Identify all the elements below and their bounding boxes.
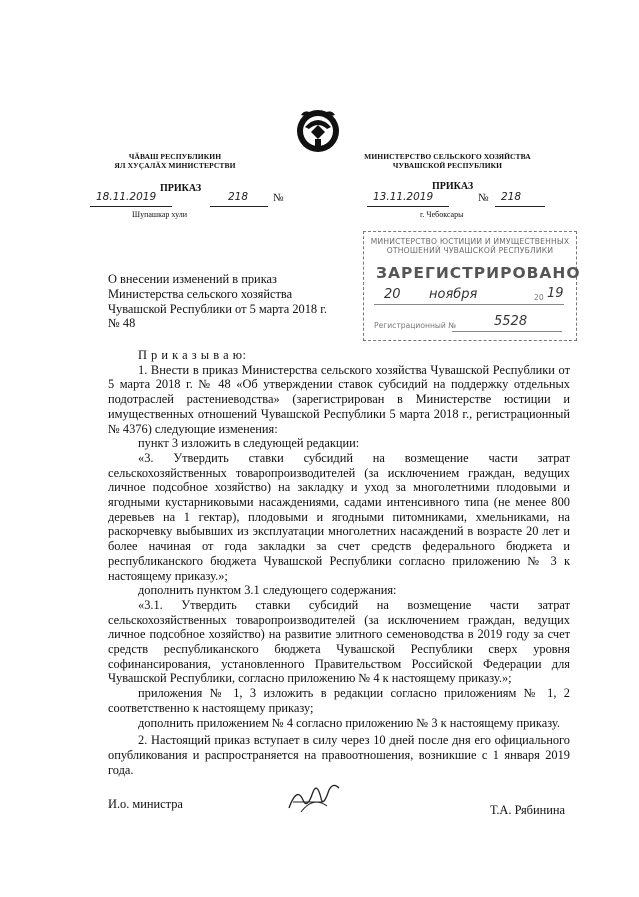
left-order-title: ПРИКАЗ — [160, 183, 202, 194]
stamp-reg-label: Регистрационный № — [374, 321, 457, 330]
left-date: 18.11.2019 — [96, 191, 157, 203]
paragraph-1: 1. Внести в приказ Министерства сельского хозяйства Чувашской Республики от 5 марта 2018 г. № 48 «Об утверждении ставок субсидий на поддержку отдельных подотраслей растениеводства» (зарегистрирован в Министерстве юстиции и имущественных отношений Чувашской Республики 5 марта 2018 г., регистрационный № 4376) следующие изменения: — [108, 362, 570, 436]
right-city: г. Чебоксары — [420, 210, 464, 219]
stamp-registered: ЗАРЕГИСТРИРОВАНО — [376, 264, 581, 282]
stamp-line-2: ОТНОШЕНИЙ ЧУВАШСКОЙ РЕСПУБЛИКИ — [386, 246, 554, 255]
stamp-reg-number: 5528 — [494, 314, 528, 329]
left-number-sign: № — [273, 192, 284, 204]
right-org-line-1: МИНИСТЕРСТВО СЕЛЬСКОГО ХОЗЯЙСТВА — [364, 152, 531, 161]
paragraph-5: «3.1. Утвердить ставки субсидий на возмещение части затрат сельскохозяйственных товаропроизводителей (за исключением граждан, ведущих личное подсобное хозяйство) на развитие элитного семеноводства в 2019 году за счет средств республиканского бюджета Чувашской Республики сверх уровня софинансирования, установленного Правительством Российской Федерации для Чувашской Республики, согласно приложению № 4 к настоящему приказу.»; — [108, 597, 570, 686]
stamp-month: ноября — [429, 287, 478, 302]
subject-line-1: О внесении изменений в приказ — [108, 272, 277, 286]
paragraph-3: «3. Утвердить ставки субсидий на возмещение части затрат сельскохозяйственных товаропроизводителей (за исключением граждан, ведущих личное подсобное хозяйство) на закладку и уход за многолетними плодовыми и ягодными кустарниковыми насаждениями, садами интенсивного типа (не менее 800 деревьев на 1 гектар), плодовыми и ягодными питомниками, хмельниками, на раскорчевку выбывших из эксплуатации многолетних насаждений в возрасте 20 лет и более начиная от года закладки за счет средств федерального бюджета и республиканского бюджета Чувашской Республики согласно приложению № 3 к настоящему приказу.»; — [108, 450, 570, 583]
coat-of-arms-emblem — [293, 105, 343, 155]
signatory-position: И.о. министра — [108, 797, 183, 811]
subject-line-3: Чувашской Республики от 5 марта 2018 г. — [108, 301, 327, 316]
stamp-date-row — [374, 286, 570, 310]
paragraph-7: дополнить приложением № 4 согласно приложению № 3 к настоящему приказу. — [138, 715, 560, 730]
stamp-day: 20 — [384, 287, 401, 302]
paragraph-8: 2. Настоящий приказ вступает в силу через 10 дней после дня его официального опубликования и распространяется на правоотношения, возникшие с 1 января 2019 года. — [108, 733, 570, 777]
registration-stamp — [363, 231, 581, 341]
document-subject — [108, 272, 327, 331]
left-organization — [100, 152, 250, 170]
paragraph-2: пункт 3 изложить в следующей редакции: — [138, 436, 360, 451]
signature — [283, 778, 353, 818]
signatory-name: Т.А. Рябинина — [490, 803, 566, 817]
left-number: 218 — [228, 191, 249, 203]
left-org-line-1: ЧӐВАШ РЕСПУБЛИКИН — [128, 152, 222, 161]
right-number-sign: № — [478, 192, 489, 204]
stamp-reg-row — [374, 314, 570, 334]
stamp-line-1: МИНИСТЕРСТВО ЮСТИЦИИ И ИМУЩЕСТВЕННЫХ — [370, 237, 570, 246]
right-date: 13.11.2019 — [373, 191, 434, 203]
right-organization — [355, 152, 540, 170]
stamp-year-prefix: 20 — [534, 293, 544, 302]
left-org-line-2: ЯЛ ХУҪАЛӐХ МИНИСТЕРСТВИ — [114, 161, 236, 170]
paragraph-6: приложения № 1, 3 изложить в редакции согласно приложениям № 1, 2 соответственно к настоящему приказу; — [108, 686, 570, 715]
stamp-year-suffix: 19 — [547, 286, 564, 301]
right-org-line-2: ЧУВАШСКОЙ РЕСПУБЛИКИ — [392, 161, 503, 170]
subject-line-2: Министерства сельского хозяйства — [108, 286, 293, 301]
right-number: 218 — [501, 191, 522, 203]
subject-line-4: № 48 — [108, 316, 136, 331]
right-order-title: ПРИКАЗ — [432, 181, 474, 192]
left-city: Шупашкар хули — [132, 210, 187, 219]
document-body — [108, 348, 570, 777]
order-word: П р и к а з ы в а ю: — [138, 348, 247, 362]
paragraph-4: дополнить пунктом 3.1 следующего содержания: — [138, 583, 397, 598]
